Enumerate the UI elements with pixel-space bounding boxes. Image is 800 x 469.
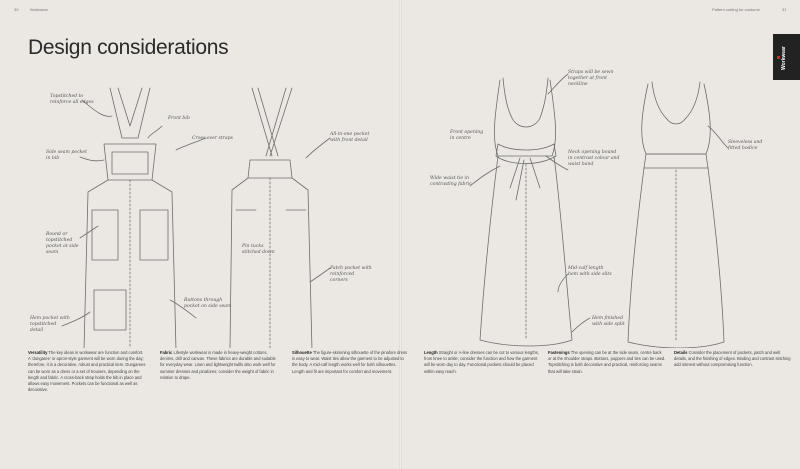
- annotation: Sleeveless and fitted bodice: [728, 140, 763, 151]
- dungaree-front-sketch: [84, 88, 176, 348]
- column-heading: Silhouette: [292, 350, 312, 355]
- text-column: [292, 350, 410, 375]
- annotation: Mid-calf length hem with side slits: [568, 266, 612, 277]
- annotation: Side seam pocket in bib: [46, 150, 87, 161]
- annotation: Topstitched to reinforce all edges: [50, 94, 94, 105]
- body-text: [0, 350, 800, 469]
- column-text: Lifestyle workwear is made in heavy-weight cottons, denims, drill and canvas. These fabrics are durable and suitable for everyday wear. Linen and lightweight twills also work well for summer dresses and pinafores; consider the weight of fabric in relation to drape.: [160, 350, 276, 380]
- annotation: Pin tucks stitched down: [242, 244, 275, 255]
- annotation: Wide waist tie in contrasting fabric: [430, 176, 472, 187]
- column-text: Consider the placement of pockets, patch and welt details, and the finishing of edges. Binding and contrast stitching add interest without compromising function.: [674, 350, 791, 368]
- text-column: [28, 350, 146, 393]
- annotation: Hem pocket with topstitched detail: [30, 316, 70, 333]
- tab-marker-icon: [777, 56, 780, 59]
- column-text: Straight or A-line dresses can be cut to various lengths, from knee to ankle; consider the function and how the garment will be worn day to day. Functional pockets should be placed within easy reach.: [424, 350, 539, 374]
- column-text: The key ideas in workwear are function and comfort. A ‘dungaree’ or apron-style garment will be worn during the day; therefore, it is a decorative, robust and practical item. Dungarees can be worn as a dress or a set of trousers, depending on the length and fabric. A cross-back strap holds the bib in place and allows easy movement. Pockets can be functional as well as decorative.: [28, 350, 146, 393]
- column-heading: Length: [424, 350, 438, 355]
- page-title: Design considerations: [28, 36, 229, 59]
- column-text: The figure-skimming silhouette of the pinafore dress is easy to wear. Waist ties allow the garment to be adjusted to the body. A mid-calf length works well for both silhouettes. Length and fit are important for comfort and movement.: [292, 350, 408, 374]
- column-heading: Fabric: [160, 350, 173, 355]
- annotation: Cross-over straps: [192, 136, 233, 141]
- annotation: Neck opening bound in contrast colour and waist band: [568, 150, 620, 167]
- text-column: [548, 350, 666, 375]
- annotation: Buttons through pocket on side seam: [184, 298, 232, 309]
- text-column: [424, 350, 542, 375]
- text-column: [160, 350, 278, 381]
- belted-dress-sketch: [480, 78, 572, 346]
- sleeveless-dress-sketch: [628, 82, 724, 348]
- column-heading: Versatility: [28, 350, 48, 355]
- column-heading: Fastenings: [548, 350, 570, 355]
- annotation: Front opening in centre: [450, 130, 484, 141]
- annotation: All-in-one pocket with front detail: [330, 132, 370, 143]
- annotation: Patch pocket with reinforced corners: [330, 266, 372, 283]
- text-column: [674, 350, 792, 369]
- left-running-header: Workwear: [30, 7, 48, 12]
- section-tab-label: Workwear: [781, 46, 787, 70]
- column-text: The opening can be at the side seam, centre back or at the shoulder straps. Buttons, poppers and ties can be used. Topstitching is both decorative and practical, reinforcing seams that will take strain.: [548, 350, 666, 374]
- design-sketches: [0, 60, 800, 348]
- right-folio: 31: [782, 7, 787, 12]
- right-running-header: Pattern cutting for costume: [712, 7, 760, 12]
- annotation: Straps will be sewn together at front neckline: [568, 70, 614, 87]
- annotation: Bound or topstitched pocket at side seam: [46, 232, 79, 255]
- annotation: Hem finished with side split: [592, 316, 625, 327]
- dungaree-back-sketch: [230, 88, 312, 348]
- column-heading: Details: [674, 350, 688, 355]
- annotation: Front bib: [168, 116, 190, 121]
- left-folio: 30: [14, 7, 19, 12]
